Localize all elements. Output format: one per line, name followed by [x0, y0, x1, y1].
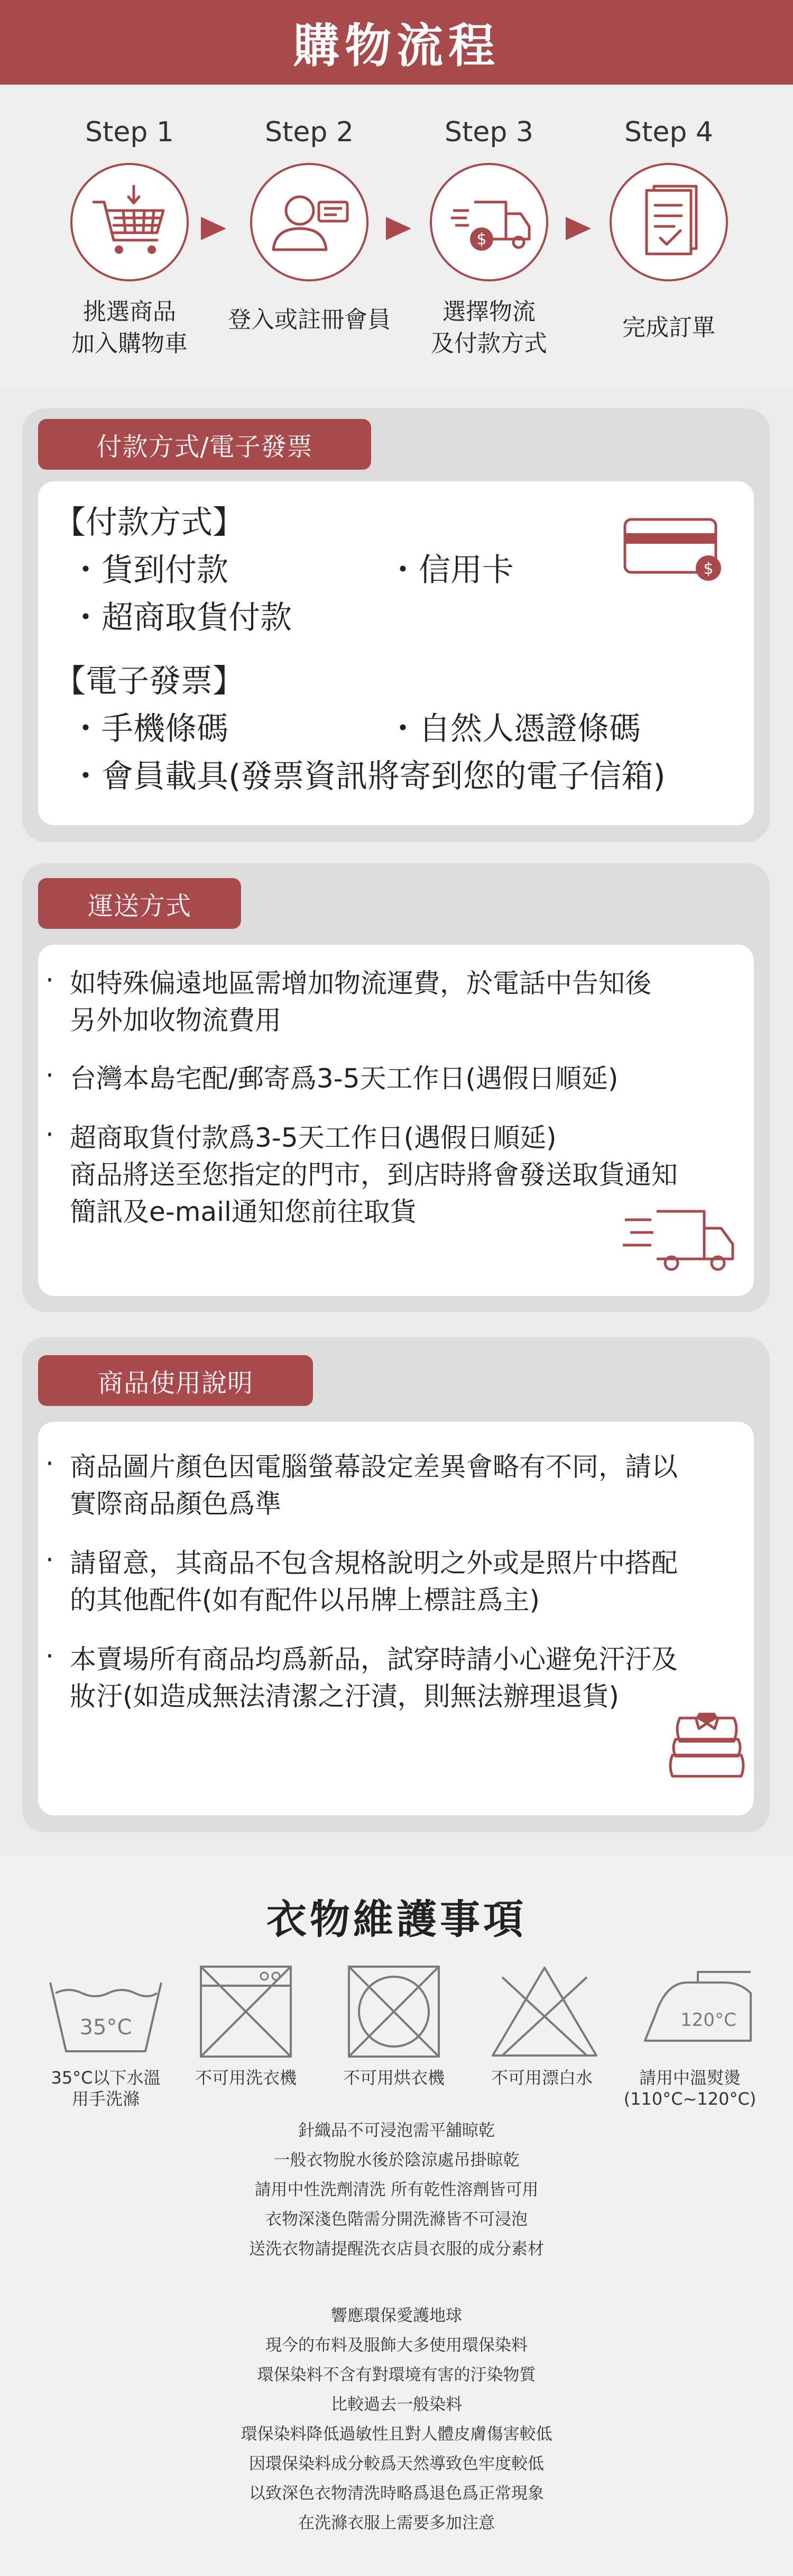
page-title: 購物流程 [292, 19, 500, 73]
no-machine-wash-icon [196, 1961, 296, 2064]
care-note: 衣物深淺色階需分開洗滌皆不可浸泡 [265, 2210, 528, 2229]
step-desc-line: 挑選商品 [83, 298, 176, 325]
member-icon [250, 163, 368, 281]
care-label-line: 不可用洗衣機 [195, 2068, 297, 2088]
payment-credit-card: ・信用卡 [387, 552, 514, 589]
care-label-line: 35°C以下水溫 [51, 2068, 161, 2088]
care-note: 以致深色衣物清洗時略爲退色爲正常現象 [249, 2484, 544, 2503]
wash-temp: 35°C [79, 2015, 132, 2040]
payment-invoice-card [22, 408, 770, 842]
invoice-member-carrier: ・會員載具(發票資訊將寄到您的電子信箱) [70, 758, 666, 795]
shipping-item [70, 1060, 619, 1097]
shipping-item [70, 965, 651, 1039]
step-desc-line: 完成訂單 [622, 314, 715, 341]
invoice-heading: 【電子發票】 [54, 663, 244, 700]
step-label: Step 2 [264, 116, 354, 148]
care-label-line: 不可用漂白水 [491, 2068, 593, 2088]
step-desc-line: 登入或註冊會員 [228, 306, 391, 333]
care-label-line: (110°C~120°C) [623, 2089, 757, 2109]
care-note: 因環保染料成分較爲天然導致色牢度較低 [249, 2454, 544, 2473]
usage-line: 的其他配件(如有配件以吊牌上標註爲主) [70, 1585, 540, 1615]
shipping-item [70, 1119, 678, 1230]
invoice-mobile-barcode: ・手機條碼 [70, 710, 228, 747]
usage-line: 實際商品顏色爲準 [70, 1488, 281, 1519]
shipping-line: 超商取貨付款爲3-5天工作日(遇假日順延) [70, 1122, 557, 1153]
bullet-dot: · [45, 1448, 54, 1479]
hand-wash-icon [45, 1961, 167, 2064]
payment-cod: ・貨到付款 [70, 552, 228, 589]
usage-content [38, 1422, 754, 1815]
care-note: 環保染料不含有對環境有害的汙染物質 [257, 2365, 536, 2385]
usage-line: 商品圖片顏色因電腦螢幕設定差異會略有不同，請以 [70, 1451, 678, 1482]
care-section [0, 1856, 793, 2576]
care-label-line: 請用中溫熨燙 [639, 2068, 741, 2088]
care-note: 請用中性洗劑清洗 所有乾性溶劑皆可用 [254, 2180, 539, 2199]
payment-heading: 【付款方式】 [54, 504, 244, 541]
care-note: 現今的布料及服飾大多使用環保染料 [265, 2336, 528, 2355]
step-desc-line: 加入購物車 [71, 330, 188, 357]
bullet-dot: · [45, 965, 54, 995]
step-label: Step 4 [624, 116, 713, 148]
shipping-card [22, 863, 770, 1312]
payment-cvs: ・超商取貨付款 [70, 599, 292, 636]
usage-card [22, 1337, 770, 1832]
shipping-tag: 運送方式 [38, 878, 241, 929]
care-note: 響應環保愛護地球 [331, 2306, 462, 2325]
no-bleach-icon [486, 1961, 603, 2064]
step-label: Step 3 [444, 116, 533, 148]
iron-medium-icon [634, 1961, 761, 2064]
care-note: 針織品不可浸泡需平舖晾乾 [298, 2121, 495, 2140]
bullet-dot: · [45, 1119, 54, 1150]
usage-item [70, 1641, 678, 1715]
usage-tag: 商品使用說明 [38, 1355, 313, 1406]
folded-clothes-icon [662, 1697, 752, 1794]
usage-line: 請留意，其商品不包含規格說明之外或是照片中搭配 [70, 1548, 678, 1578]
care-note: 環保染料降低過敏性且對人體皮膚傷害較低 [241, 2425, 552, 2444]
no-tumble-dry-icon [344, 1961, 444, 2064]
shipping-content [38, 945, 754, 1296]
shipping-line: 另外加收物流費用 [70, 1005, 281, 1036]
step-desc-line: 及付款方式 [431, 330, 547, 357]
care-title: 衣物維護事項 [266, 1896, 527, 1943]
arrow-icon [386, 217, 411, 240]
order-document-icon [610, 163, 728, 281]
credit-card-icon [620, 513, 725, 589]
care-label [621, 2067, 759, 2109]
shipping-line: 商品將送至您指定的門市，到店時將會發送取貨通知 [70, 1159, 678, 1190]
shopping-cart-icon [70, 163, 189, 281]
care-notes-washing [0, 2116, 793, 2264]
bullet-dot: · [45, 1545, 54, 1575]
delivery-payment-icon [430, 163, 548, 281]
payment-tag: 付款方式/電子發票 [38, 419, 371, 470]
care-note: 一般衣物脫水後於陰涼處吊掛晾乾 [273, 2151, 520, 2170]
svg-text:$: $ [703, 560, 714, 578]
steps-section [0, 85, 793, 389]
shipping-line: 台灣本島宅配/郵寄爲3-5天工作日(遇假日順延) [70, 1063, 619, 1094]
shipping-line: 如特殊偏遠地區需增加物流運費，於電話中告知後 [70, 968, 651, 999]
bullet-dot: · [45, 1060, 54, 1091]
payment-content [38, 481, 754, 825]
usage-line: 妝汙(如造成無法清潔之汙漬，則無法辦理退貨) [70, 1681, 620, 1712]
invoice-citizen-cert: ・自然人憑證條碼 [387, 710, 641, 747]
usage-item [70, 1545, 678, 1619]
header-banner [0, 0, 793, 85]
usage-item [70, 1448, 678, 1522]
step-label: Step 1 [85, 116, 174, 148]
step-desc-line: 選擇物流 [442, 298, 536, 325]
care-note: 送洗衣物請提醒洗衣店員衣服的成分素材 [249, 2240, 544, 2259]
care-label [473, 2067, 611, 2088]
arrow-icon [566, 217, 591, 240]
care-label [37, 2067, 174, 2109]
svg-text:$: $ [476, 230, 487, 249]
care-label [325, 2067, 463, 2088]
usage-line: 本賣場所有商品均爲新品，試穿時請小心避免汗汙及 [70, 1644, 678, 1675]
arrow-icon [201, 217, 226, 240]
care-label-line: 不可用烘衣機 [343, 2068, 445, 2088]
bullet-dot: · [45, 1641, 54, 1671]
shipping-line: 簡訊及e-mail通知您前往取貨 [70, 1196, 417, 1227]
iron-temp: 120°C [680, 2009, 736, 2031]
care-label-line: 用手洗滌 [71, 2089, 140, 2109]
care-note: 比較過去一般染料 [331, 2395, 462, 2414]
care-note: 在洗滌衣服上需要多加注意 [298, 2514, 495, 2533]
delivery-truck-icon [620, 1204, 741, 1280]
care-notes-eco [0, 2301, 793, 2538]
care-label [177, 2067, 315, 2088]
